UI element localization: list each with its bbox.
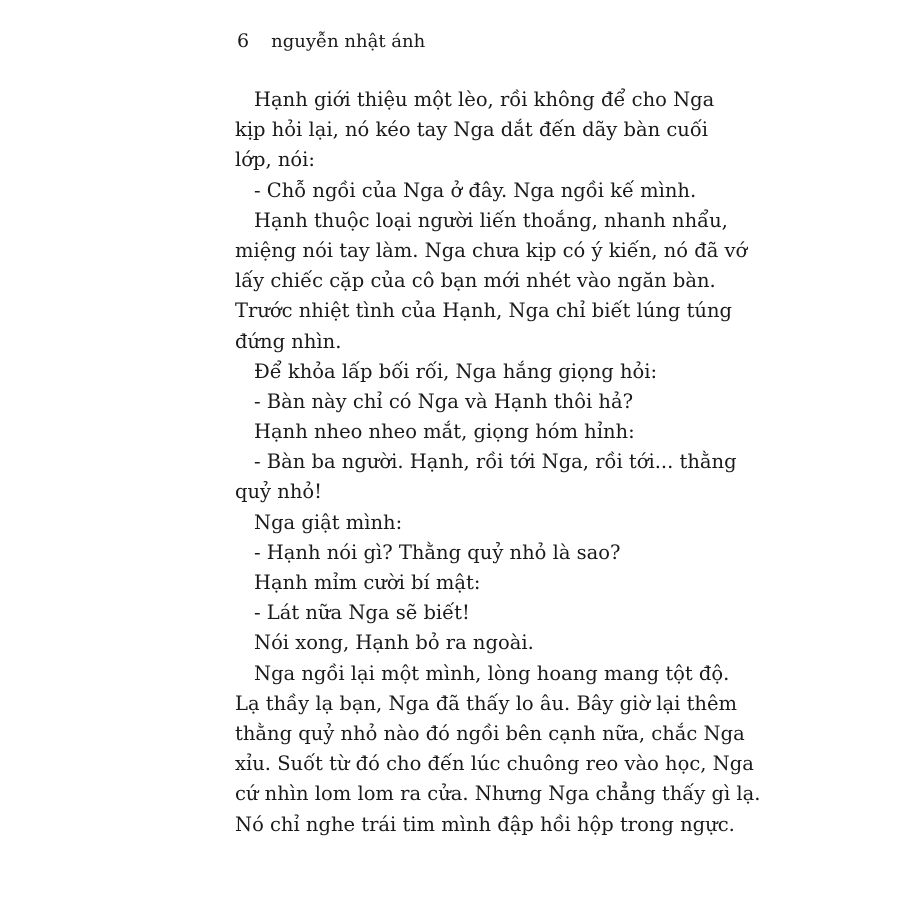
- text-line: Hạnh thuộc loại người liến thoắng, nhanh nhẩu,: [254, 208, 728, 232]
- paragraph: [254, 598, 694, 628]
- paragraph: [235, 659, 761, 840]
- paragraph: [254, 628, 694, 658]
- page-number: 6: [237, 30, 250, 52]
- text-line: lớp, nói:: [235, 148, 315, 172]
- paragraph: [254, 387, 694, 417]
- text-line: - Hạnh nói gì? Thằng quỷ nhỏ là sao?: [254, 540, 621, 564]
- author-name: nguyễn nhật ánh: [271, 31, 426, 52]
- paragraph: [254, 508, 694, 538]
- paragraph: [254, 417, 694, 447]
- running-header: [237, 30, 425, 52]
- text-line: Để khỏa lấp bối rối, Nga hắng giọng hỏi:: [254, 359, 658, 383]
- text-line: lấy chiếc cặp của cô bạn mới nhét vào ngăn bàn.: [235, 269, 716, 293]
- paragraph: [254, 538, 694, 568]
- text-line: đứng nhìn.: [235, 329, 342, 353]
- text-line: miệng nói tay làm. Nga chưa kịp có ý kiến, nó đã vớ: [235, 238, 748, 262]
- text-line: Hạnh mỉm cười bí mật:: [254, 571, 481, 594]
- body-text: [235, 85, 761, 840]
- text-line: Lạ thầy lạ bạn, Nga đã thấy lo âu. Bây giờ lại thêm: [235, 691, 738, 715]
- text-line: - Bàn này chỉ có Nga và Hạnh thôi hả?: [254, 389, 634, 413]
- text-line: cứ nhìn lom lom ra cửa. Nhưng Nga chẳng thấy gì lạ.: [235, 782, 761, 806]
- text-line: Nga giật mình:: [254, 510, 403, 534]
- paragraph: [235, 447, 737, 507]
- text-line: kịp hỏi lại, nó kéo tay Nga dắt đến dãy bàn cuối: [235, 118, 709, 142]
- text-line: - Bàn ba người. Hạnh, rồi tới Nga, rồi tới... thằng: [254, 450, 737, 474]
- text-line: Hạnh giới thiệu một lèo, rồi không để cho Nga: [254, 88, 715, 111]
- text-line: Trước nhiệt tình của Hạnh, Nga chỉ biết lúng túng: [235, 299, 733, 323]
- text-line: quỷ nhỏ!: [235, 480, 322, 504]
- text-line: Nó chỉ nghe trái tim mình đập hồi hộp trong ngực.: [235, 812, 735, 836]
- text-line: - Chỗ ngồi của Nga ở đây. Nga ngồi kế mình.: [254, 178, 697, 202]
- text-line: - Lát nữa Nga sẽ biết!: [254, 601, 470, 625]
- paragraph: [254, 176, 697, 206]
- text-line: Nga ngồi lại một mình, lòng hoang mang tột độ.: [254, 661, 730, 685]
- paragraph: [235, 206, 748, 357]
- paragraph: [254, 357, 694, 387]
- paragraph: [254, 568, 694, 598]
- text-line: Nói xong, Hạnh bỏ ra ngoài.: [254, 631, 534, 655]
- text-line: Hạnh nheo nheo mắt, giọng hóm hỉnh:: [254, 420, 635, 444]
- text-line: xỉu. Suốt từ đó cho đến lúc chuông reo vào học, Nga: [235, 752, 754, 776]
- paragraph: [235, 85, 715, 176]
- text-line: thằng quỷ nhỏ nào đó ngồi bên cạnh nữa, chắc Nga: [235, 721, 745, 745]
